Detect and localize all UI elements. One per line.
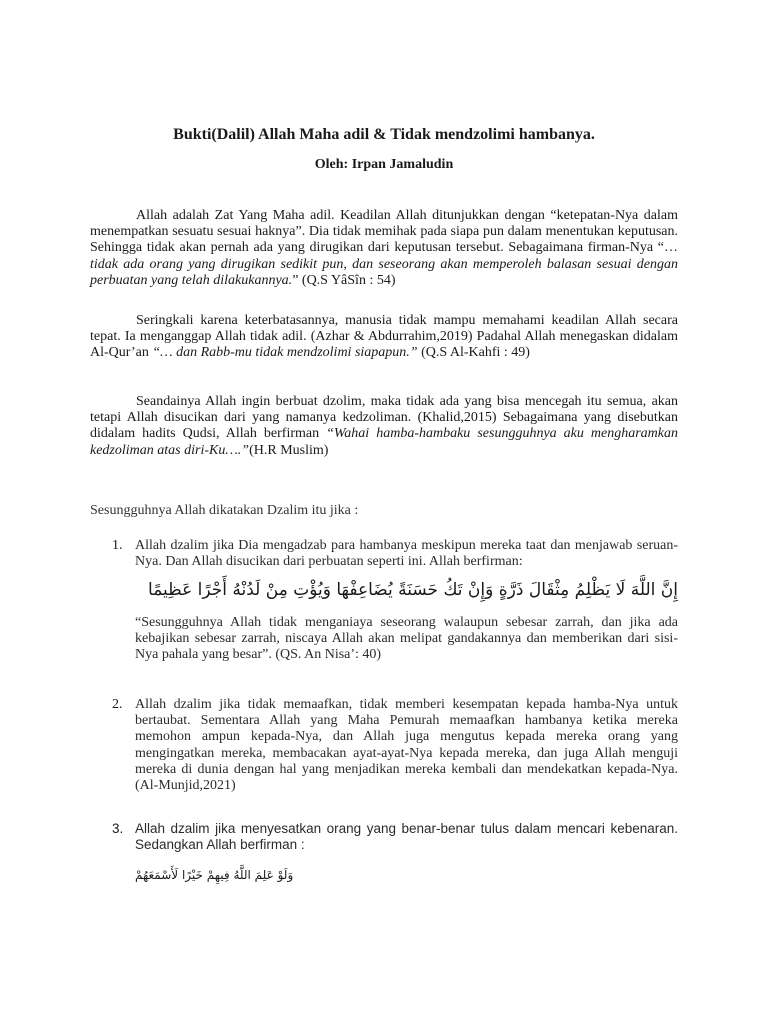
paragraph-2-text: Seringkali karena keterbatasannya, manusia tidak mampu memahami keadilan Allah secara tepat. Ia menganggap Allah tidak adil. (Azhar & Abdurrahim,2019) Padahal Allah menegaskan didalam Al-Qur’an (90, 313, 678, 361)
paragraph-1-cite: ” (Q.S YâSîn : 54) (292, 272, 396, 288)
document-author: Oleh: Irpan Jamaludin (314, 157, 454, 172)
list-item-3-arabic-wrap (135, 867, 678, 884)
paragraph-3 (90, 394, 678, 459)
paragraph-3-quote: “Wahai hamba-hambaku sesungguhnya aku mengharamkan kedzoliman atas diri-Ku….” (90, 426, 679, 458)
list-item-1-number: 1. (112, 538, 123, 553)
paragraph-2-quote: “… dan Rabb-mu tidak mendzolimi siapapun.” (152, 345, 418, 361)
list-item-3 (90, 821, 678, 885)
list-item-1-text: Allah dzalim jika Dia mengadzab para hambanya meskipun mereka taat dan menjawab seruan-Nya. Dan Allah disucikan dari perbuatan seperti ini. Allah berfirman: (135, 538, 678, 570)
paragraph-1-text: Allah adalah Zat Yang Maha adil. Keadilan Allah ditunjukkan dengan “ketepatan-Nya dalam menempatkan sesuatu sesuai haknya”. Dia tidak memihak pada siapa pun dalam menentukan keputusan. Sehingga tidak akan pernah ada yang dirugikan dari keputusan tersebut. Sebagaimana firman-Nya “… (90, 208, 678, 256)
paragraph-3-cite: (H.R Muslim) (249, 442, 329, 458)
paragraph-1-quote: tidak ada orang yang dirugikan sedikit pun, dan seseorang akan memperoleh balasan sesuai dengan perbuatan yang telah dilakukannya. (90, 256, 678, 288)
list-item-2 (90, 697, 678, 794)
paragraph-2-cite: (Q.S Al-Kahfi : 49) (421, 345, 530, 361)
list-intro: Sesungguhnya Allah dikatakan Dzalim itu jika : (90, 503, 359, 518)
list-item-3-number: 3. (112, 821, 124, 836)
paragraph-2 (90, 313, 678, 362)
paragraph-1 (90, 208, 678, 289)
list-item-3-arabic: وَلَوْ عَلِمَ اللَّهُ فِيهِمْ خَيْرًا لَأَسْمَعَهُمْ (135, 868, 294, 883)
list-item-1-arabic: إِنَّ اللَّهَ لَا يَظْلِمُ مِثْقَالَ ذَرَّةٍ وَإِنْ تَكُ حَسَنَةً يُضَاعِفْهَا وَيُؤْتِ مِنْ لَدُنْهُ أَجْرًا عَظِيمًا (148, 580, 678, 601)
list-item-1 (90, 538, 678, 663)
list-item-1-translation: “Sesungguhnya Allah tidak menganiaya seseorang walaupun sebesar zarrah, dan jika ada kebajikan sebesar zarrah, niscaya Allah akan melipat gandakannya dan memberikan dari sisi-Nya pahala yang besar”. (QS. An Nisa’: 40) (135, 614, 678, 663)
paragraph-3-text: Seandainya Allah ingin berbuat dzolim, maka tidak ada yang bisa mencegah itu semua, akan tetapi Allah disucikan dari yang namanya kedzoliman. (Khalid,2015) Sebagaimana yang disebutkan didalam hadits Qudsi, Allah berfirman (90, 394, 678, 442)
list-item-2-number: 2. (112, 697, 123, 712)
list-item-2-text: Allah dzalim jika tidak memaafkan, tidak memberi kesempatan kepada hamba-Nya untuk bertaubat. Sementara Allah yang Maha Pemurah memaafkan hambanya ketika mereka memohon ampun kepada-Nya, dan Allah juga mengutus kepada mereka orang yang mengingatkan mereka, membacakan ayat-ayat-Nya kepada mereka, dan juga Allah menguji mereka di dunia dengan hal yang menjadikan mereka kembali dan mendekatkan kepada-Nya. (Al-Munjid,2021) (135, 697, 678, 794)
document-title: Bukti(Dalil) Allah Maha adil & Tidak mendzolimi hambanya. (173, 126, 595, 143)
list-item-3-text: Allah dzalim jika menyesatkan orang yang benar-benar tulus dalam mencari kebenaran. Sedangkan Allah berfirman : (135, 821, 678, 853)
